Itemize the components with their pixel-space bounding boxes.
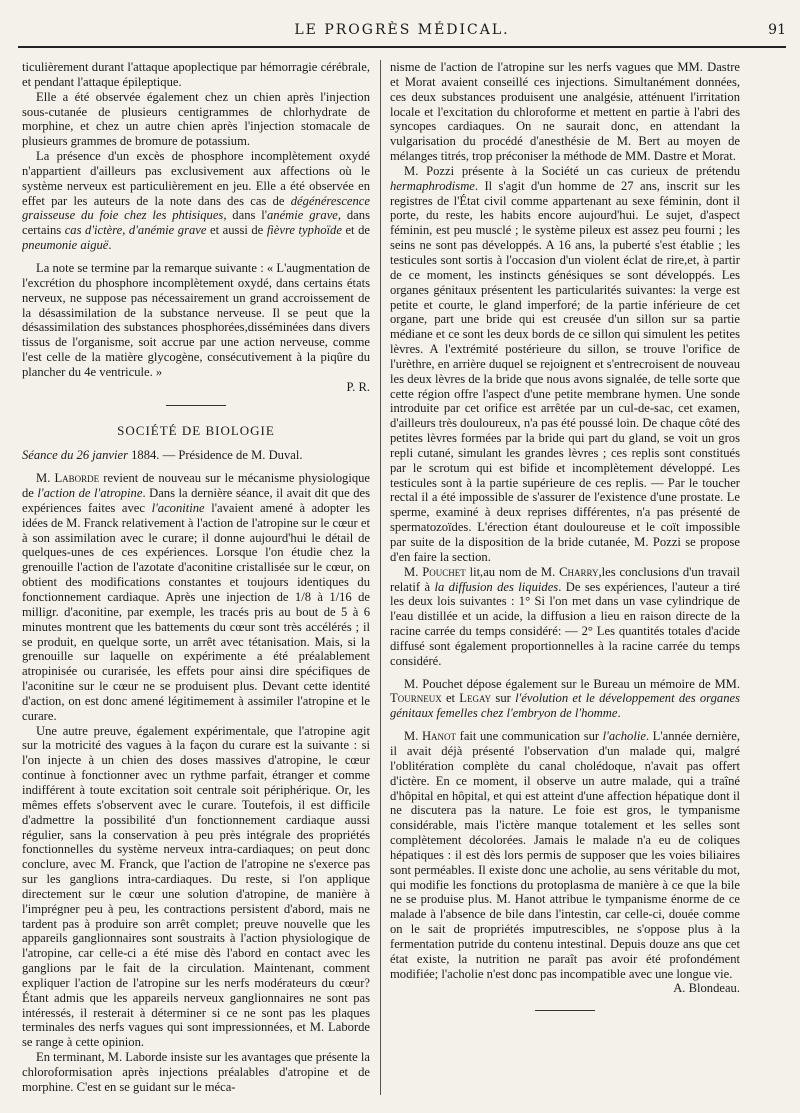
paragraph: En terminant, M. Laborde insiste sur les avantages que présente la chloroformisation après injections préalables d'atropine et de morphine. C'est en se guidant sur le méca-	[22, 1050, 370, 1094]
paragraph: nisme de l'action de l'atropine sur les nerfs vagues que MM. Dastre et Morat avaient conseillé ces injections. Simultanément données, ces deux substances produisent une analgésie, atténuent l'irritation locale et l'excitation du chloroforme et mettent en partie à l'abri des syncopes cardiaques. On ne saurait donc, en attendant la vulgarisation du procédé d'anesthésie de M. Bert au moyen de mélanges titrés, trop préconiser la méthode de MM. Dastre et Morat.	[390, 60, 740, 164]
paragraph: M. Laborde revient de nouveau sur le mécanisme physiologique de l'action de l'atropine. Dans la dernière séance, il avait dit que des expériences faites avec l'aconitine l'avaient amené à adopter les idées de M. Franck relativement à l'action de l'atropine sur le cœur et à son assimilation avec le curare; il donne aujourd'hui le détail de quelques-unes de ces expériences. Lorsque l'on étudie chez la grenouille l'action de l'azotate d'aconitine cristallisée sur le cœur, on obtient des modifications constantes et toujours identiques du fonctionnement cardiaque. Après une injection de 1/8 à 1/16 de milligr. d'aconitine, par exemple, les tracés pris au bout de 5 à 6 minutes montrent que les battements du cœur sont très accélérés ; il se produit, en quelque sorte, un arrêt avec tétanisation. Mais, si la grenouille sur laquelle on expérimente a été préalablement atropinisée ou curarisée, les effets pour ainsi dire spécifiques de l'aconitine sur le cœur ne se produisent plus. Devant cette identité d'action, on est donc amené légitimement à assimiler l'atropine et le curare.	[22, 471, 370, 723]
section-title: SOCIÉTÉ DE BIOLOGIE	[117, 422, 275, 438]
section-divider	[166, 405, 226, 406]
left-column	[22, 60, 370, 1100]
end-rule	[535, 1010, 595, 1011]
header-rule	[18, 46, 786, 48]
paragraph: La note se termine par la remarque suivante : « L'augmentation de l'excrétion du phosphore incomplètement oxydé, dans certains états nerveux, ne suppose pas nécessairement un grand accroissement de la désassimilation de la substance nerveuse. Il se peut que la désassimilation des substances phosphorées,disséminées dans divers tissus de l'organisme, soit accrue par une action nerveuse, comme l'est celle de la matière glycogène, consécutivement à la piqûre du plancher du 4e ventricule. »	[22, 260, 370, 379]
paragraph: Une autre preuve, également expérimentale, que l'atropine agit sur la motricité des vagues à la façon du curare est la suivante : si l'on injecte à un chien des doses massives d'atropine, le cœur continue à fonctionner avec un rythme parfait, étranger et comme indifférent à toute excitation soit centrale soit périphérique. Or, les mêmes effets s'observent avec le curare. Toutefois, il est difficile d'admettre la possibilité d'un fonctionnement cardiaque aussi régulier, sans la conservation à peu près intégrale des propriétés fonctionnelles du système nerveux intra-cardiaques; on peut donc conclure, avec M. Franck, que l'action de l'atropine ne s'exerce pas sur les ganglions intra-cardiaques. Du reste, si l'on applique directement sur le cœur une solution d'atropine, de manière à l'imprégner peu à peu, les contractions persistent d'abord, mais ne tardent pas à produire son arrêt complet; preuve nouvelle que les appareils ganglionnaires sont soustraits à l'action physiologique de l'atropine, car celle-ci a été mise dès l'abord en contact avec les ganglions par le fait de la circulation. Maintenant, comment expliquer l'action de l'atropine sur les nerfs modérateurs du cœur? Étant admis que les appareils nerveux ganglionnaires ne sont pas intéressés, il resterait à déterminer si ce ne sont pas les plaques terminales des nerfs vagues qui sont impressionnées, et M. Laborde se range à cette opinion.	[22, 723, 370, 1050]
session-heading: Séance du 26 janvier 1884. — Présidence de M. Duval.	[22, 448, 303, 463]
paragraph: M. Pouchet dépose également sur le Bureau un mémoire de MM. Tourneux et Legay sur l'évolution et le développement des organes génitaux femelles chez l'embryon de l'homme.	[390, 676, 740, 721]
signature: A. Blondeau.	[673, 981, 740, 996]
column-divider	[380, 60, 381, 1095]
paragraph: M. Hanot fait une communication sur l'acholie. L'année dernière, il avait déjà présenté l'observation d'un malade qui, malgré l'oblitération complète du canal cholédoque, n'avait pas offert d'ictère. En ce moment, il observe un autre malade, qui a traîné d'hôpital en hôpital, et qui est atteint d'une affection hépatique dont il ne discutera pas la nature. Le foie est gros, le tympanisme considérable, mais l'ictère manque totalement et les selles sont complètement décolorées. Jamais le malade n'a eu de coliques hépatiques : il est dès lors permis de supposer que les voies biliaires sont perméables. Il existe donc une acholie, au sens véritable du mot, qui modifie les fonctions du protoplasma de manière à ce que la bile ne se produise plus. M. Hanot attribue le tympanisme énorme de ce malade à l'absence de bile dans l'intestin, car celle-ci, douée comme on le sait de propriétés imputrescibles, ne s'oppose plus à la fermentation putride du contenu intestinal. Depuis douze ans que cet état existe, la nutrition ne paraît pas avoir été profondément modifiée; l'acholie n'est donc pas incompatible avec une longue vie.	[390, 729, 740, 981]
running-header	[18, 22, 786, 40]
right-column	[390, 60, 740, 1100]
paragraph: ticulièrement durant l'attaque apoplectique par hémorragie cérébrale, et pendant l'attaque épileptique.	[22, 60, 370, 89]
paragraph: La présence d'un excès de phosphore incomplètement oxydé n'appartient d'ailleurs pas exclusivement aux affections où le système nerveux est particulièrement en jeu. Elle a été observée en effet par les auteurs de la note dans des cas de dégénérescence graisseuse du foie chez les phtisiques, dans l'anémie grave, dans certains cas d'ictère, d'anémie grave et aussi de fièvre typhoïde et de pneumonie aiguë.	[22, 149, 370, 253]
signature: P. R.	[346, 379, 370, 394]
page-number: 91	[768, 22, 786, 38]
paragraph: M. Pouchet lit,au nom de M. Charry,les conclusions d'un travail relatif à la diffusion des liquides. De ses expériences, l'auteur a tiré les deux lois suivantes : 1° Si l'on met dans un vase cylindrique de l'eau distillée et un acide, la diffusion a lieu en raison directe de la racine carrée du temps considéré: — 2° Les quantités totales d'acide diffusé sont également proportionnelles à la racine carrée du temps considéré.	[390, 564, 740, 668]
paragraph: Elle a été observée également chez un chien après l'injection sous-cutanée de plusieurs centigrammes de chlorhydrate de morphine, et chez un autre chien après l'injection stomacale de plusieurs grammes de bromure de potassium.	[22, 89, 370, 149]
paragraph: M. Pozzi présente à la Société un cas curieux de prétendu hermaphrodisme. Il s'agit d'un homme de 27 ans, inscrit sur les registres de l'État civil comme appartenant au sexe féminin, dont il porte, du reste, les habits encore aujourd'hui. Le sujet, d'aspect féminin, est peu musclé ; le système pileux est assez peu fourni ; les seins ne sont pas développés. A 16 ans, la puberté s'est établie ; les testicules sont sortis à l'occasion d'un violent éclat de rire,et, à partir de ce moment, les instincts génésiques se sont développés. Les organes génitaux présentent les particularités suivantes: la verge est petite et courte, le gland imperforé; de la partie inférieure de cet organe, part une bride qui est creusée d'un sillon sur sa partie médiane et ce sont les deux bords de ce sillon qui simulent les petites lèvres. A l'extrémité postérieure du sillon, se trouve l'orifice de l'urèthre, en arrière duquel se rejoignent et s'entrecroisent de nouveau les deux lèvres de la bride que nous avons signalée, de telle sorte que cette région offre l'aspect d'une petite membrane hymen. Une sonde introduite par cet orifice est arrêtée par un cul-de-sac, cet examen, d'ailleurs très douloureux, n'a pas été poussé loin. De chaque côté des petites lèvres formées par la bride qui part du gland, se voit un gros repli cutané, simulant les grandes lèvres ; ces replis sont constitués par le scrotum qui est bifide et incomplètement développé. Les testicules sont à la partie supérieure de ces replis. — Par le toucher rectal il a été impossible de s'assurer de l'existence d'une prostate. Le sperme, examiné à deux reprises différentes, n'a pas présenté de spermatozoïdes. L'érection étant douloureuse et le coït impossible par suite de la disposition de la bride cutanée, M. Pozzi se propose d'en faire la section.	[390, 163, 740, 564]
journal-title: LE PROGRÈS MÉDICAL.	[294, 22, 510, 38]
